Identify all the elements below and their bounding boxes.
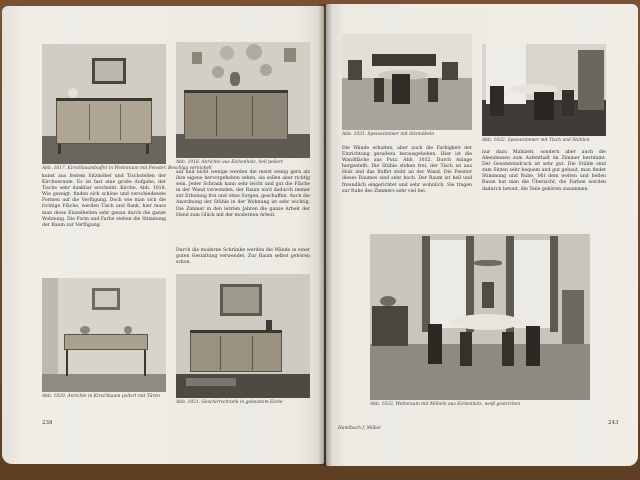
right-page-column-left: Die Wände erhalten, aber auch die Farbigkeit der Einrichtung geradezu herausgehoben. Hier ist die Wandfläche aus Putz. Abb. 1032. Durch Anlage hergestellt. Die Stühle stehen frei, der Tisch ist aus Holz und das Buffet steht an der Wand. Die Fenster dieses Raumes sind sehr hoch. Der Raum ist hell und freundlich eingerichtet und sehr wohnlich. Sie tragen zur Ruhe des Zimmers sehr viel bei. <box>342 146 472 194</box>
caption-right-fig-top-right: Abb. 1032. Speisezimmer mit Tisch und Stühlen <box>482 138 590 143</box>
left-page <box>2 6 324 464</box>
right-page-footer-note: Handbuch f. Möbel <box>338 426 381 431</box>
caption-fig-top-right: Abb. 1018. Anrichte aus Eichenholz, hell poliert <box>176 160 283 165</box>
photo-buffet-top-right <box>176 42 310 158</box>
photo-cabinet-bottom-right <box>176 274 310 398</box>
right-page-column-right: nur dazu Mahlzeit, sondern aber auch die Abendessen zum Aufenthalt im Zimmer bestimmt. Der Gesamteindruck ist sehr gut. Die Stühle sind zum Sitzen sehr bequem und gut gebaut, man findet Stimmung und Ruhe. Mit dem weiten und hellen Raum hat man die Übersicht, die Farben werden dadurch betont, die Teile gehören zusammen. <box>482 150 606 192</box>
left-page-number: 238 <box>42 420 53 426</box>
caption-fig-bottom-left: Abb. 1020. Anrichte in Kirschbaum poliert mit Türen <box>42 394 160 399</box>
caption-right-fig-bottom: Abb. 1033. Wohnraum mit Möbeln aus Eichenholz, weiß gestrichen <box>370 402 521 407</box>
photo-dining-top-right <box>482 44 606 136</box>
left-page-column-right: auf und nicht wenige werden die meist wenig gern als ihre eigene hervorgehoben sehen, sie sollen aber richtig sein. Jeder Schrank kann sehr leicht und gut die Fläche in der Wand verwenden, der Raum wird dadurch immer zur Erholung frei und ohne Sorgen, geschaffen. Auch die Anordnung der Stühle in der Wohnung ist sehr wichtig. Die Zimmer in den letzten Jahren die ganze Arbeit der Hand zum Glück mit der modernen Arbeit. <box>176 170 310 218</box>
photo-dining-room-large <box>370 234 590 400</box>
photo-sideboard-top-left <box>42 44 166 164</box>
caption-fig-bottom-right: Abb. 1021. Geschirrschrank in gebeiztem Eiche <box>176 400 283 405</box>
right-page-number: 243 <box>608 420 619 426</box>
caption-right-fig-top-left: Abb. 1031. Speisezimmer mit Sitzmöbeln <box>342 132 435 137</box>
caption-fig-top-left: Abb. 1017. Kirschbaumbuffet in Wohnraum mit Fenster. Beschlag vernickelt <box>42 166 212 171</box>
photo-side-table-bottom-left <box>42 278 166 392</box>
left-page-column-right-2: Durch die moderne Schränke werden die Wände in einer guten Gestaltung verwendet. Zur Raum selbst gehören schon. <box>176 248 310 266</box>
book-gutter <box>318 4 332 466</box>
right-page <box>326 4 638 466</box>
photo-dining-top-left <box>342 34 472 130</box>
left-page-column-left: kunst aus festem Sitzmöbel und Tischstellen der Kirchenraum. Es ist fast eine große Aufgabe, der Tische sehr dankbar erscheint. Kirche, Abb. 1018. Wie gezeigt, finden sich schöne und verschiedenste Formen auf die Verfügung. Doch wie man sich die richtige Fläche, werden Tisch und Bank, hier muss man diese Einzelheiten sehr genau durch die ganze Wohnung. Die Form und Farbe stehen die Stimmung der Raum zur Verfügung. <box>42 174 166 228</box>
